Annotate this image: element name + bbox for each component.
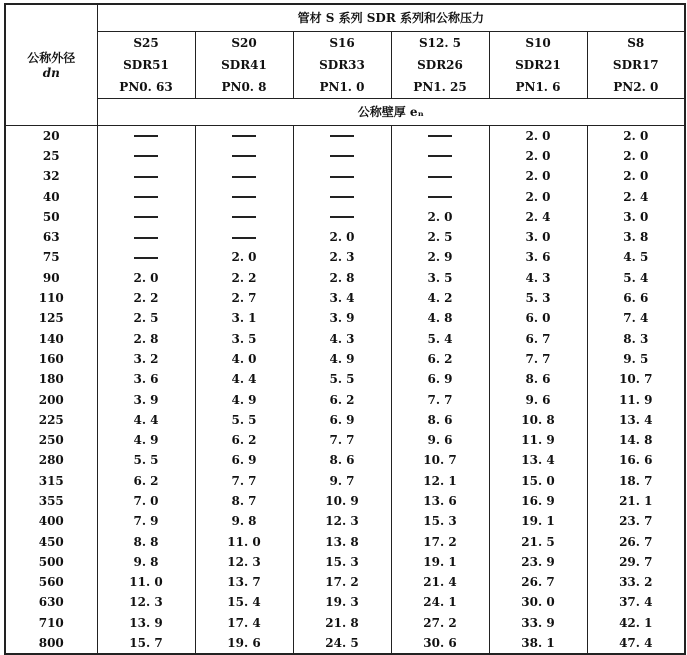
table-row (5, 471, 685, 491)
thickness-value: 13. 4 (619, 412, 653, 427)
thickness-value: 6. 6 (623, 291, 649, 306)
dash-mark (134, 135, 158, 137)
thickness-value: 11. 0 (195, 531, 293, 551)
thickness-value: 2. 3 (293, 247, 391, 267)
thickness-value: 8. 6 (293, 450, 391, 470)
series-pn: PN0. 8 (221, 79, 267, 94)
series-pn: PN0. 63 (119, 79, 173, 94)
dn-value: 710 (5, 613, 97, 633)
thickness-value: 11. 0 (97, 572, 195, 592)
table-row (5, 308, 685, 328)
thickness-value: 7. 7 (195, 471, 293, 491)
thickness-value: 9. 8 (97, 552, 195, 572)
thickness-value: 27. 2 (391, 613, 489, 633)
table-row (5, 511, 685, 531)
series-header-row (5, 31, 685, 98)
series-s: S25 (133, 35, 159, 50)
table-row (5, 633, 685, 654)
series-s: S8 (627, 35, 645, 50)
thickness-value: 23. 9 (489, 552, 587, 572)
thickness-value: 38. 1 (489, 633, 587, 654)
thickness-value: 9. 6 (391, 430, 489, 450)
table-row (5, 410, 685, 430)
table-row (5, 450, 685, 470)
thickness-value: 7. 7 (293, 430, 391, 450)
thickness-value: 10. 7 (391, 450, 489, 470)
table-row (5, 531, 685, 551)
thickness-value: 6. 9 (391, 369, 489, 389)
thickness-value: 11. 9 (619, 392, 653, 407)
thickness-value: 2. 0 (489, 166, 587, 186)
thickness-value: 12. 1 (391, 471, 489, 491)
thickness-value: 33. 2 (619, 575, 653, 590)
dash-mark (232, 176, 256, 178)
dash-mark (232, 237, 256, 239)
thickness-value: 7. 0 (97, 491, 195, 511)
table-row (5, 430, 685, 450)
dash-mark (232, 135, 256, 137)
thickness-value: 6. 9 (195, 450, 293, 470)
thickness-value: 10. 9 (293, 491, 391, 511)
dash-mark (134, 257, 158, 259)
table-row (5, 369, 685, 389)
dn-value: 280 (5, 450, 97, 470)
table-row (5, 328, 685, 348)
dash-mark (134, 196, 158, 198)
dash-mark (330, 176, 354, 178)
thickness-value: 8. 8 (97, 531, 195, 551)
not-applicable-cell (293, 186, 391, 206)
series-header-5 (587, 31, 685, 98)
thickness-value: 3. 0 (489, 227, 587, 247)
dn-value: 315 (5, 471, 97, 491)
thickness-value: 13. 4 (489, 450, 587, 470)
thickness-value: 47. 4 (619, 636, 653, 651)
thickness-value: 16. 6 (619, 453, 653, 468)
dash-mark (428, 135, 452, 137)
thickness-value: 24. 5 (293, 633, 391, 654)
thickness-value: 30. 6 (391, 633, 489, 654)
dn-value: 250 (5, 430, 97, 450)
series-s: S20 (231, 35, 257, 50)
thickness-value: 3. 6 (489, 247, 587, 267)
table-row (5, 166, 685, 186)
series-s: S10 (525, 35, 551, 50)
dash-mark (330, 196, 354, 198)
thickness-value: 2. 0 (489, 186, 587, 206)
table-row (5, 288, 685, 308)
thickness-value: 5. 5 (97, 450, 195, 470)
thickness-value: 4. 5 (623, 250, 649, 265)
thickness-value: 2. 0 (623, 148, 649, 163)
not-applicable-cell (97, 207, 195, 227)
thickness-value: 29. 7 (619, 554, 653, 569)
dn-value: 355 (5, 491, 97, 511)
series-sdr: SDR41 (221, 57, 267, 72)
series-sdr: SDR21 (515, 57, 561, 72)
dash-mark (134, 216, 158, 218)
dn-value: 40 (5, 186, 97, 206)
thickness-value: 4. 4 (195, 369, 293, 389)
table-header (5, 4, 685, 125)
table-row (5, 389, 685, 409)
not-applicable-cell (97, 227, 195, 247)
thickness-value: 12. 3 (97, 592, 195, 612)
thickness-value: 30. 0 (489, 592, 587, 612)
thickness-value: 6. 7 (489, 328, 587, 348)
thickness-value: 4. 2 (391, 288, 489, 308)
thickness-value: 2. 0 (293, 227, 391, 247)
thickness-value: 37. 4 (619, 595, 653, 610)
not-applicable-cell (293, 207, 391, 227)
thickness-value: 4. 3 (489, 268, 587, 288)
thickness-value: 17. 2 (391, 531, 489, 551)
table-row (5, 491, 685, 511)
thickness-value: 18. 7 (619, 473, 653, 488)
not-applicable-cell (293, 166, 391, 186)
thickness-value: 2. 2 (195, 268, 293, 288)
thickness-value: 2. 9 (391, 247, 489, 267)
thickness-value: 6. 2 (391, 349, 489, 369)
thickness-value: 8. 6 (391, 410, 489, 430)
thickness-value: 5. 4 (623, 270, 649, 285)
thickness-value: 15. 4 (195, 592, 293, 612)
thickness-value: 3. 9 (97, 389, 195, 409)
series-pn: PN1. 25 (413, 79, 467, 94)
thickness-value: 17. 4 (195, 613, 293, 633)
dash-mark (330, 216, 354, 218)
series-sdr: SDR33 (319, 57, 365, 72)
thickness-value: 2. 4 (489, 207, 587, 227)
dash-mark (232, 155, 256, 157)
thickness-value: 21. 4 (391, 572, 489, 592)
thickness-value: 10. 7 (619, 372, 653, 387)
not-applicable-cell (195, 125, 293, 146)
thickness-value: 2. 0 (391, 207, 489, 227)
series-pn: PN1. 0 (319, 79, 365, 94)
thickness-value: 33. 9 (489, 613, 587, 633)
thickness-value: 23. 7 (619, 514, 653, 529)
not-applicable-cell (195, 146, 293, 166)
series-header-3 (391, 31, 489, 98)
thickness-value: 3. 4 (293, 288, 391, 308)
thickness-value: 9. 7 (293, 471, 391, 491)
dash-mark (330, 135, 354, 137)
series-pn: PN2. 0 (613, 79, 659, 94)
dn-value: 90 (5, 268, 97, 288)
dn-value: 225 (5, 410, 97, 430)
thickness-value: 4. 9 (195, 389, 293, 409)
thickness-value: 12. 3 (293, 511, 391, 531)
table-row (5, 613, 685, 633)
thickness-value: 7. 4 (623, 311, 649, 326)
dn-value: 400 (5, 511, 97, 531)
thickness-value: 2. 2 (97, 288, 195, 308)
dash-mark (232, 216, 256, 218)
not-applicable-cell (97, 186, 195, 206)
series-header-1 (195, 31, 293, 98)
dn-value: 20 (5, 125, 97, 146)
thickness-value: 8. 7 (195, 491, 293, 511)
thickness-value: 13. 6 (391, 491, 489, 511)
series-sdr: SDR26 (417, 57, 463, 72)
thickness-value: 3. 5 (195, 328, 293, 348)
thickness-value: 6. 9 (293, 410, 391, 430)
dn-symbol: dn (42, 66, 60, 81)
thickness-value: 19. 1 (489, 511, 587, 531)
thickness-value: 9. 5 (623, 351, 649, 366)
thickness-value: 3. 5 (391, 268, 489, 288)
thickness-value: 9. 8 (195, 511, 293, 531)
thickness-value: 13. 7 (195, 572, 293, 592)
thickness-value: 4. 8 (391, 308, 489, 328)
dash-mark (330, 155, 354, 157)
thickness-value: 15. 3 (293, 552, 391, 572)
thickness-value: 4. 4 (97, 410, 195, 430)
dn-value: 200 (5, 389, 97, 409)
thickness-value: 15. 0 (489, 471, 587, 491)
table-row (5, 552, 685, 572)
thickness-value: 17. 2 (293, 572, 391, 592)
dn-value: 32 (5, 166, 97, 186)
not-applicable-cell (391, 166, 489, 186)
dn-value: 180 (5, 369, 97, 389)
dn-value: 125 (5, 308, 97, 328)
not-applicable-cell (97, 146, 195, 166)
not-applicable-cell (391, 125, 489, 146)
dn-value: 450 (5, 531, 97, 551)
thickness-value: 6. 2 (195, 430, 293, 450)
table-row (5, 247, 685, 267)
thickness-value: 13. 9 (97, 613, 195, 633)
thickness-value: 8. 6 (489, 369, 587, 389)
thickness-value: 2. 0 (623, 169, 649, 184)
not-applicable-cell (97, 125, 195, 146)
dash-mark (134, 155, 158, 157)
thickness-value: 3. 8 (623, 230, 649, 245)
thickness-value: 21. 1 (619, 493, 653, 508)
thickness-value: 13. 8 (293, 531, 391, 551)
dn-value: 75 (5, 247, 97, 267)
table-row (5, 572, 685, 592)
table-row (5, 268, 685, 288)
dash-mark (428, 155, 452, 157)
dn-header (5, 4, 97, 125)
thickness-value: 19. 3 (293, 592, 391, 612)
dash-mark (134, 176, 158, 178)
thickness-value: 21. 5 (489, 531, 587, 551)
table-row (5, 227, 685, 247)
dn-value: 630 (5, 592, 97, 612)
thickness-value: 15. 3 (391, 511, 489, 531)
thickness-label: 公称壁厚 eₙ (97, 98, 685, 125)
series-header-0 (97, 31, 195, 98)
thickness-value: 2. 5 (391, 227, 489, 247)
table-row (5, 186, 685, 206)
thickness-value: 2. 5 (97, 308, 195, 328)
not-applicable-cell (391, 146, 489, 166)
not-applicable-cell (195, 166, 293, 186)
thickness-value: 7. 7 (489, 349, 587, 369)
dn-value: 560 (5, 572, 97, 592)
dn-value: 140 (5, 328, 97, 348)
dash-mark (428, 176, 452, 178)
thickness-value: 5. 5 (293, 369, 391, 389)
dn-value: 500 (5, 552, 97, 572)
thickness-value: 5. 4 (391, 328, 489, 348)
thickness-value: 6. 2 (97, 471, 195, 491)
dn-value: 160 (5, 349, 97, 369)
thickness-value: 4. 9 (97, 430, 195, 450)
dn-value: 110 (5, 288, 97, 308)
thickness-value: 4. 0 (195, 349, 293, 369)
thickness-value: 16. 9 (489, 491, 587, 511)
thickness-value: 9. 6 (489, 389, 587, 409)
series-header-4 (489, 31, 587, 98)
thickness-value: 21. 8 (293, 613, 391, 633)
dash-mark (232, 196, 256, 198)
thickness-value: 12. 3 (195, 552, 293, 572)
thickness-value: 3. 6 (97, 369, 195, 389)
not-applicable-cell (195, 227, 293, 247)
not-applicable-cell (293, 146, 391, 166)
series-pn: PN1. 6 (515, 79, 561, 94)
thickness-value: 3. 1 (195, 308, 293, 328)
thickness-value: 5. 3 (489, 288, 587, 308)
thickness-value: 2. 8 (97, 328, 195, 348)
not-applicable-cell (195, 207, 293, 227)
series-s: S16 (329, 35, 355, 50)
dn-value: 50 (5, 207, 97, 227)
thickness-value: 8. 3 (623, 331, 649, 346)
not-applicable-cell (97, 247, 195, 267)
thickness-value: 2. 8 (293, 268, 391, 288)
thickness-value: 19. 1 (391, 552, 489, 572)
series-sdr: SDR17 (612, 57, 659, 72)
thickness-value: 19. 6 (195, 633, 293, 654)
table-body (5, 125, 685, 654)
thickness-value: 7. 7 (391, 389, 489, 409)
table-row (5, 146, 685, 166)
pipe-wall-thickness-table (4, 3, 686, 655)
thickness-value: 4. 9 (293, 349, 391, 369)
series-header-2 (293, 31, 391, 98)
thickness-value: 2. 0 (623, 128, 649, 143)
thickness-value: 2. 0 (97, 268, 195, 288)
thickness-value: 3. 0 (623, 209, 649, 224)
thickness-value: 11. 9 (489, 430, 587, 450)
thickness-value: 2. 0 (195, 247, 293, 267)
not-applicable-cell (391, 186, 489, 206)
dn-label: 公称外径 (27, 51, 76, 66)
not-applicable-cell (195, 186, 293, 206)
thickness-value: 2. 7 (195, 288, 293, 308)
table-row (5, 125, 685, 146)
thickness-value: 15. 7 (97, 633, 195, 654)
thickness-value: 24. 1 (391, 592, 489, 612)
table-row (5, 207, 685, 227)
not-applicable-cell (293, 125, 391, 146)
thickness-value: 14. 8 (619, 433, 653, 448)
thickness-value: 26. 7 (489, 572, 587, 592)
series-sdr: SDR51 (123, 57, 169, 72)
thickness-value: 3. 9 (293, 308, 391, 328)
not-applicable-cell (97, 166, 195, 186)
dn-value: 800 (5, 633, 97, 654)
series-s: S12. 5 (418, 35, 462, 50)
dn-value: 63 (5, 227, 97, 247)
table-row (5, 592, 685, 612)
thickness-value: 6. 2 (293, 389, 391, 409)
thickness-value: 2. 0 (489, 146, 587, 166)
thickness-value: 7. 9 (97, 511, 195, 531)
thickness-value: 2. 4 (623, 189, 649, 204)
thickness-value: 5. 5 (195, 410, 293, 430)
thickness-value: 26. 7 (619, 534, 653, 549)
thickness-value: 42. 1 (619, 615, 653, 630)
dn-value: 25 (5, 146, 97, 166)
thickness-value: 6. 0 (489, 308, 587, 328)
table-row (5, 349, 685, 369)
thickness-value: 10. 8 (489, 410, 587, 430)
thickness-value: 3. 2 (97, 349, 195, 369)
series-title: 管材 S 系列 SDR 系列和公称压力 (97, 4, 685, 31)
dash-mark (134, 237, 158, 239)
thickness-value: 4. 3 (293, 328, 391, 348)
thickness-value: 2. 0 (489, 125, 587, 146)
dash-mark (428, 196, 452, 198)
